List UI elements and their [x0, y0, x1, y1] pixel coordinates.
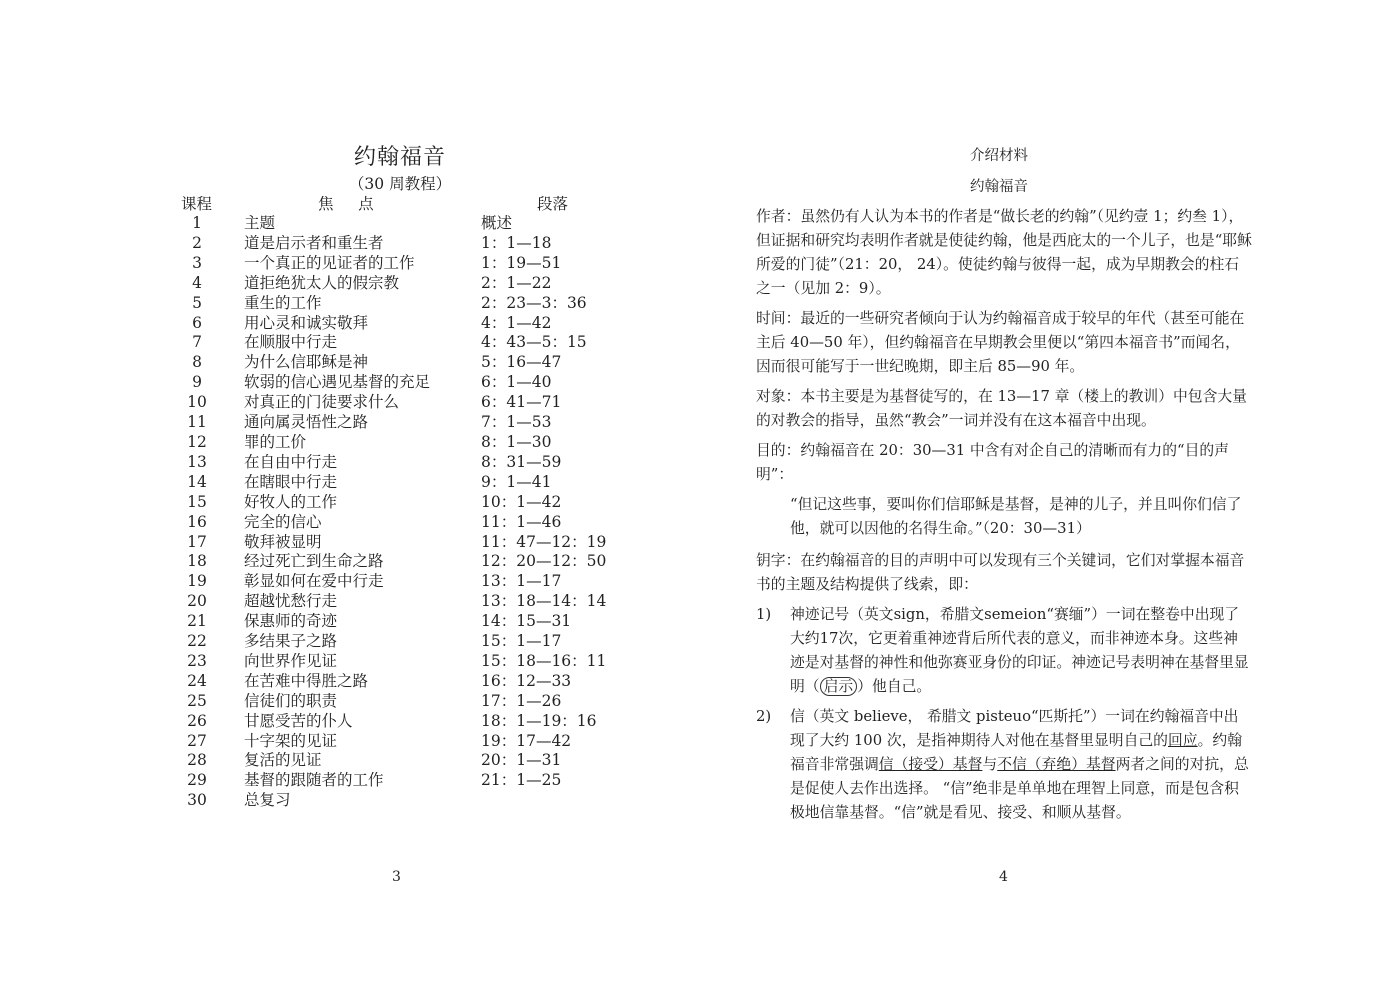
- lesson-reference: 1：19—51: [481, 253, 562, 272]
- lesson-topic: 敬拜被显明: [244, 532, 322, 551]
- underlined-text: 信（接受）基督: [878, 756, 983, 773]
- lesson-number: 6: [192, 313, 202, 332]
- lesson-row: [180, 552, 640, 572]
- lesson-row: [180, 214, 640, 234]
- lesson-topic: 对真正的门徒要求什么: [244, 393, 400, 412]
- lesson-row: [180, 652, 640, 672]
- lesson-reference: 20：1—31: [481, 751, 562, 770]
- lesson-reference: 概述: [481, 214, 513, 232]
- lesson-number: 30: [187, 791, 207, 810]
- lesson-topic: 道是启示者和重生者: [244, 233, 384, 252]
- lesson-topic: 总复习: [244, 791, 291, 810]
- lesson-number: 17: [187, 532, 207, 551]
- lesson-number: 15: [187, 492, 207, 511]
- lesson-reference: 5：16—47: [481, 353, 562, 372]
- lesson-row: [180, 493, 640, 513]
- lesson-row: [180, 413, 640, 433]
- lesson-row: [180, 333, 640, 353]
- lesson-reference: 15：1—17: [481, 632, 562, 651]
- lesson-topic: 彰显如何在爱中行走: [244, 572, 384, 591]
- section-title: 介绍材料: [970, 148, 1028, 164]
- lesson-number: 2: [192, 233, 202, 252]
- lesson-table: [180, 214, 640, 811]
- lesson-topic: 在顺服中行走: [244, 333, 338, 352]
- lesson-topic: 十字架的见证: [244, 731, 338, 750]
- lesson-row: [180, 513, 640, 533]
- author-paragraph: 作者：虽然仍有人认为本书的作者是“做长老的约翰”（见约壹 1；约叁 1），但证据和研究均表明作者就是使徒约翰，他是西庇太的一个儿子，也是“耶稣所爱的门徒”（21：20， 24）。使徒约翰与彼得一起，成为早期教会的柱石之一（见加 2：9）。: [756, 208, 1252, 297]
- circled-word: 启示: [820, 677, 858, 696]
- header-course: 课程: [181, 195, 213, 213]
- lesson-row: [180, 612, 640, 632]
- lesson-reference: 8：31—59: [481, 452, 562, 471]
- lesson-reference: 17：1—26: [481, 691, 562, 710]
- underlined-text: 回应: [1167, 732, 1198, 749]
- lesson-topic: 为什么信耶稣是神: [244, 353, 369, 372]
- lesson-topic: 罪的工价: [244, 432, 307, 451]
- lesson-reference: 4：43—5：15: [481, 333, 587, 352]
- lesson-reference: 12：20—12：50: [481, 552, 607, 571]
- lesson-row: [180, 393, 640, 413]
- lesson-number: 1: [192, 214, 202, 232]
- section-subtitle: 约翰福音: [970, 179, 1028, 195]
- lesson-reference: 13：1—17: [481, 572, 562, 591]
- lesson-reference: 2：23—3：36: [481, 293, 587, 312]
- lesson-row: [180, 632, 640, 652]
- lesson-row: [180, 692, 640, 712]
- lesson-number: 5: [192, 293, 202, 312]
- lesson-number: 13: [187, 452, 207, 471]
- lesson-topic: 重生的工作: [244, 293, 322, 312]
- lesson-number: 4: [192, 273, 202, 292]
- item-text: 与: [982, 756, 998, 773]
- lesson-reference: 9：1—41: [481, 472, 552, 491]
- lesson-row: [180, 672, 640, 692]
- item-text: 。约翰福音非常强调: [790, 732, 1242, 773]
- lesson-reference: 16：12—33: [481, 671, 572, 690]
- lesson-number: 18: [187, 552, 207, 571]
- lesson-row: [180, 771, 640, 791]
- lesson-row: [180, 453, 640, 473]
- lesson-number: 27: [187, 731, 207, 750]
- lesson-number: 23: [187, 651, 207, 670]
- lesson-number: 26: [187, 711, 207, 730]
- lesson-reference: 6：41—71: [481, 393, 562, 412]
- lesson-reference: 2：1—22: [481, 273, 552, 292]
- time-paragraph: 时间：最近的一些研究者倾向于认为约翰福音成于较早的年代（甚至可能在主后 40—50 年），但约翰福音在早期教会里便以“第四本福音书”而闻名，因而很可能写于一世纪晚期，即主后 85—90 年。: [756, 310, 1245, 375]
- lesson-topic: 甘愿受苦的仆人: [244, 711, 353, 730]
- lesson-row: [180, 373, 640, 393]
- lesson-reference: 1：1—18: [481, 233, 552, 252]
- lesson-topic: 向世界作见证: [244, 651, 338, 670]
- lesson-topic: 经过死亡到生命之路: [244, 552, 384, 571]
- lesson-number: 9: [192, 373, 202, 392]
- lesson-row: [180, 712, 640, 732]
- lesson-topic: 道拒绝犹太人的假宗教: [244, 273, 400, 292]
- page-title: 约翰福音: [353, 145, 446, 170]
- lesson-number: 29: [187, 771, 207, 790]
- lesson-topic: 用心灵和诚实敬拜: [244, 313, 369, 332]
- lesson-row: [180, 751, 640, 771]
- item-text: 两者之间的对抗，总是促使人去作出选择。 “信”绝非是单单地在理智上同意，而是包含积极地信靠基督。“信”就是看见、接受、和顺从基督。: [790, 756, 1249, 821]
- lesson-reference: 8：1—30: [481, 432, 552, 451]
- list-marker: 2): [756, 708, 772, 725]
- lesson-reference: 18：1—19：16: [481, 711, 597, 730]
- lesson-row: [180, 572, 640, 592]
- lesson-number: 16: [187, 512, 207, 531]
- lesson-topic: 软弱的信心遇见基督的充足: [244, 373, 431, 392]
- lesson-topic: 保惠师的奇迹: [244, 612, 338, 631]
- scripture-quote: “但记这些事，要叫你们信耶稣是基督，是神的儿子，并且叫你们信了他，就可以因他的名得生命。”（20：30—31）: [790, 496, 1242, 537]
- lesson-row: [180, 274, 640, 294]
- lesson-topic: 在苦难中得胜之路: [244, 671, 369, 690]
- lesson-row: [180, 732, 640, 752]
- lesson-topic: 一个真正的见证者的工作: [244, 253, 415, 272]
- lesson-reference: 6：1—40: [481, 373, 552, 392]
- lesson-reference: 4：1—42: [481, 313, 552, 332]
- lesson-row: [180, 533, 640, 553]
- keyword-item-signs: [756, 603, 1252, 699]
- right-page: [700, 0, 1400, 989]
- lesson-topic: 在自由中行走: [244, 452, 338, 471]
- lesson-row: [180, 294, 640, 314]
- audience-paragraph: 对象：本书主要是为基督徒写的，在 13—17 章（楼上的教训）中包含大量的对教会的指导，虽然“教会”一词并没有在这本福音中出现。: [756, 388, 1247, 429]
- list-marker: 1): [756, 606, 772, 623]
- lesson-number: 11: [187, 413, 207, 432]
- page-number-left: 3: [392, 869, 401, 885]
- lesson-row: [180, 433, 640, 453]
- lesson-topic: 在瞎眼中行走: [244, 472, 338, 491]
- lesson-reference: 10：1—42: [481, 492, 562, 511]
- underlined-text: 不信（弃绝）基督: [997, 756, 1116, 773]
- lesson-number: 22: [187, 632, 207, 651]
- lesson-number: 7: [192, 333, 202, 352]
- lesson-topic: 主题: [244, 214, 276, 232]
- lesson-reference: 7：1—53: [481, 413, 552, 432]
- lesson-reference: 21：1—25: [481, 771, 562, 790]
- lesson-topic: 完全的信心: [244, 512, 322, 531]
- lesson-row: [180, 791, 640, 811]
- lesson-reference: 11：47—12：19: [481, 532, 607, 551]
- header-focus: 焦 点: [318, 195, 374, 213]
- lesson-row: [180, 353, 640, 373]
- intro-body: [756, 205, 1252, 831]
- keyword-item-believe: [756, 705, 1252, 825]
- lesson-number: 8: [192, 353, 202, 372]
- keywords-paragraph: 钥字：在约翰福音的目的声明中可以发现有三个关键词，它们对掌握本福音书的主题及结构提供了线索，即：: [756, 552, 1245, 593]
- item-text: 神迹记号（英文sign，希腊文semeion“赛缅”）一词在整卷中出现了大约17次，它更着重神迹背后所代表的意义，而非神迹本身。这些神迹是对基督的神性和他弥赛亚身份的印证。神迹记号表明神在基督里显明（: [790, 606, 1249, 695]
- lesson-topic: 信徒们的职责: [244, 691, 338, 710]
- lesson-topic: 通向属灵悟性之路: [244, 413, 369, 432]
- lesson-number: 14: [187, 472, 207, 491]
- lesson-number: 24: [187, 671, 207, 690]
- lesson-number: 12: [187, 432, 207, 451]
- lesson-row: [180, 314, 640, 334]
- lesson-topic: 基督的跟随者的工作: [244, 771, 384, 790]
- lesson-number: 28: [187, 751, 207, 770]
- lesson-reference: 11：1—46: [481, 512, 562, 531]
- lesson-number: 19: [187, 572, 207, 591]
- page-subtitle: （30 周教程）: [348, 175, 452, 193]
- page-number-right: 4: [999, 869, 1008, 885]
- lesson-number: 3: [192, 253, 202, 272]
- header-paragraph: 段落: [537, 195, 569, 213]
- purpose-paragraph: 目的：约翰福音在 20：30—31 中含有对企自己的清晰而有力的“目的声明”：: [756, 442, 1229, 483]
- lesson-row: [180, 254, 640, 274]
- lesson-reference: 14：15—31: [481, 612, 572, 631]
- item-text: ）他自己。: [857, 678, 932, 695]
- lesson-topic: 好牧人的工作: [244, 492, 338, 511]
- lesson-topic: 多结果子之路: [244, 632, 338, 651]
- lesson-row: [180, 592, 640, 612]
- lesson-number: 21: [187, 612, 207, 631]
- lesson-reference: 19：17—42: [481, 731, 572, 750]
- lesson-number: 20: [187, 592, 207, 611]
- lesson-topic: 超越忧愁行走: [244, 592, 338, 611]
- item-text: 信（英文 believe， 希腊文 pisteuo“匹斯托”）一词在约翰福音中出现了大约 100 次，是指神期待人对他在基督里显明自己的: [790, 708, 1239, 749]
- lesson-row: [180, 234, 640, 254]
- lesson-reference: 13：18—14：14: [481, 592, 607, 611]
- lesson-topic: 复活的见证: [244, 751, 322, 770]
- lesson-number: 25: [187, 691, 207, 710]
- lesson-row: [180, 473, 640, 493]
- lesson-reference: 15：18—16：11: [481, 651, 607, 670]
- lesson-number: 10: [187, 393, 207, 412]
